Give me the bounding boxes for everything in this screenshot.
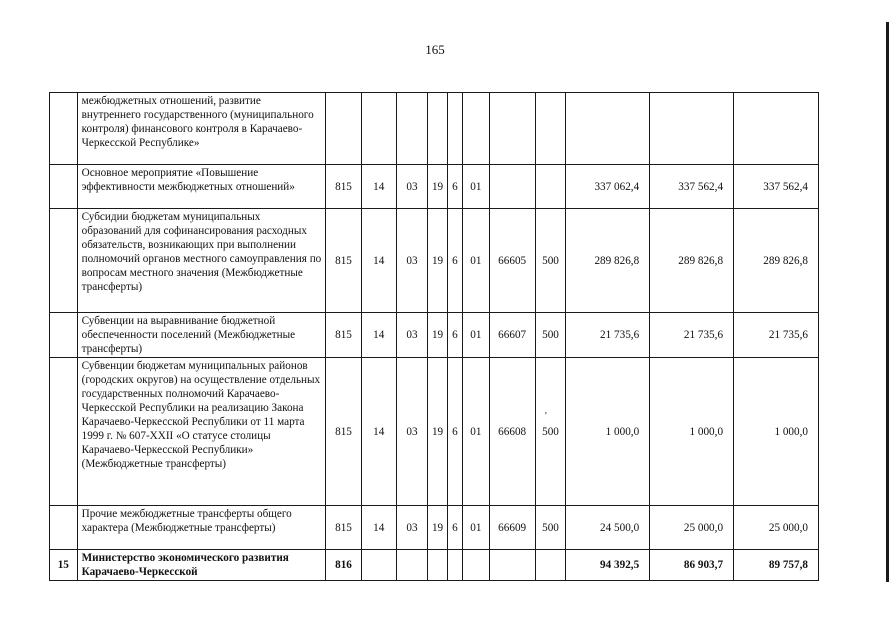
subprogram-code-cell — [447, 550, 462, 581]
expense-type-cell: 500 — [535, 313, 566, 358]
subsection-code-cell: 03 — [396, 209, 428, 313]
amount-year2-cell: 86 903,7 — [650, 550, 734, 581]
row-name-cell: Основное мероприятие «Повышение эффективности межбюджетных отношений» — [77, 165, 325, 209]
section-code-cell: 14 — [361, 358, 396, 506]
budget-table — [49, 92, 819, 581]
row-number-cell — [50, 165, 78, 209]
direction-code-cell: 66608 — [489, 358, 535, 506]
program-code-cell: 19 — [428, 358, 447, 506]
expense-type-cell: 500 — [535, 358, 566, 506]
table-row — [50, 313, 819, 358]
amount-year3-cell: 337 562,4 — [734, 165, 819, 209]
table-row — [50, 358, 819, 506]
amount-year3-cell: 89 757,8 — [734, 550, 819, 581]
amount-year1-cell: 1 000,0 — [566, 358, 650, 506]
expense-type-cell — [535, 93, 566, 165]
table-row — [50, 209, 819, 313]
expense-type-cell: 500 — [535, 506, 566, 550]
ministry-code-cell: 815 — [326, 165, 362, 209]
ministry-code-cell: 815 — [326, 358, 362, 506]
direction-code-cell — [489, 550, 535, 581]
program-code-cell: 19 — [428, 209, 447, 313]
page-number: 165 — [425, 42, 445, 57]
activity-code-cell: 01 — [463, 506, 490, 550]
row-number-cell — [50, 313, 78, 358]
program-code-cell: 19 — [428, 313, 447, 358]
row-number-cell — [50, 209, 78, 313]
ministry-code-cell: 815 — [326, 313, 362, 358]
row-name-cell: Прочие межбюджетные трансферты общего характера (Межбюджетные трансферты) — [77, 506, 325, 550]
amount-year3-cell: 289 826,8 — [734, 209, 819, 313]
row-name-cell: Субвенции на выравнивание бюджетной обеспеченности поселений (Межбюджетные трансферты) — [77, 313, 325, 358]
amount-year1-cell: 289 826,8 — [566, 209, 650, 313]
subprogram-code-cell: 6 — [447, 506, 462, 550]
activity-code-cell: 01 — [463, 165, 490, 209]
subsection-code-cell: 03 — [396, 506, 428, 550]
row-number-cell — [50, 93, 78, 165]
table-row — [50, 506, 819, 550]
section-code-cell: 14 — [361, 165, 396, 209]
subprogram-code-cell: 6 — [447, 209, 462, 313]
amount-year3-cell: 21 735,6 — [734, 313, 819, 358]
row-name-cell: Министерство экономического развития Карачаево-Черкесской — [77, 550, 325, 581]
program-code-cell: 19 — [428, 506, 447, 550]
activity-code-cell — [463, 550, 490, 581]
subsection-code-cell: 03 — [396, 313, 428, 358]
activity-code-cell — [463, 93, 490, 165]
expense-type-cell: 500 — [535, 209, 566, 313]
expense-type-cell — [535, 550, 566, 581]
program-code-cell — [428, 93, 447, 165]
ministry-code-cell — [326, 93, 362, 165]
amount-year3-cell: 25 000,0 — [734, 506, 819, 550]
table-row — [50, 93, 819, 165]
subprogram-code-cell: 6 — [447, 313, 462, 358]
subsection-code-cell — [396, 550, 428, 581]
section-code-cell: 14 — [361, 209, 396, 313]
scan-edge-line — [886, 22, 889, 582]
direction-code-cell: 66609 — [489, 506, 535, 550]
amount-year2-cell: 21 735,6 — [650, 313, 734, 358]
subsection-code-cell — [396, 93, 428, 165]
subprogram-code-cell: 6 — [447, 358, 462, 506]
program-code-cell — [428, 550, 447, 581]
table-row — [50, 550, 819, 581]
amount-year3-cell — [734, 93, 819, 165]
amount-year1-cell: 21 735,6 — [566, 313, 650, 358]
row-number-cell — [50, 506, 78, 550]
amount-year2-cell: 25 000,0 — [650, 506, 734, 550]
direction-code-cell — [489, 165, 535, 209]
direction-code-cell — [489, 93, 535, 165]
activity-code-cell: 01 — [463, 313, 490, 358]
amount-year2-cell: 289 826,8 — [650, 209, 734, 313]
amount-year2-cell — [650, 93, 734, 165]
section-code-cell — [361, 550, 396, 581]
row-name-cell: Субвенции бюджетам муниципальных районов (городских округов) на осуществление отдельных государственных полномочий Карачаево-Черкесской Республики на реализацию Закона Карачаево-Черкесской Республики от 11 марта 1999 г. № 607-XXII «О статусе столицы Карачаево-Черкесской Республики» (Межбюджетные трансферты) — [77, 358, 325, 506]
amount-year2-cell: 1 000,0 — [650, 358, 734, 506]
amount-year1-cell: 337 062,4 — [566, 165, 650, 209]
subprogram-code-cell: 6 — [447, 165, 462, 209]
subsection-code-cell: 03 — [396, 358, 428, 506]
expense-type-cell — [535, 165, 566, 209]
activity-code-cell: 01 — [463, 209, 490, 313]
subprogram-code-cell — [447, 93, 462, 165]
amount-year1-cell — [566, 93, 650, 165]
amount-year3-cell: 1 000,0 — [734, 358, 819, 506]
row-name-cell: межбюджетных отношений, развитие внутреннего государственного (муниципального контроля) финансового контроля в Карачаево-Черкесской Республике» — [77, 93, 325, 165]
row-name-cell: Субсидии бюджетам муниципальных образований для софинансирования расходных обязательств, возникающих при выполнении полномочий органов местного самоуправления по вопросам местного значения (Межбюджетные трансферты) — [77, 209, 325, 313]
section-code-cell: 14 — [361, 313, 396, 358]
row-number-cell: 15 — [50, 550, 78, 581]
section-code-cell: 14 — [361, 506, 396, 550]
table-row — [50, 165, 819, 209]
amount-year1-cell: 24 500,0 — [566, 506, 650, 550]
ministry-code-cell: 815 — [326, 506, 362, 550]
activity-code-cell: 01 — [463, 358, 490, 506]
scan-tick-mark: ' — [545, 411, 547, 422]
subsection-code-cell: 03 — [396, 165, 428, 209]
direction-code-cell: 66605 — [489, 209, 535, 313]
row-number-cell — [50, 358, 78, 506]
section-code-cell — [361, 93, 396, 165]
ministry-code-cell: 816 — [326, 550, 362, 581]
amount-year2-cell: 337 562,4 — [650, 165, 734, 209]
amount-year1-cell: 94 392,5 — [566, 550, 650, 581]
direction-code-cell: 66607 — [489, 313, 535, 358]
ministry-code-cell: 815 — [326, 209, 362, 313]
program-code-cell: 19 — [428, 165, 447, 209]
